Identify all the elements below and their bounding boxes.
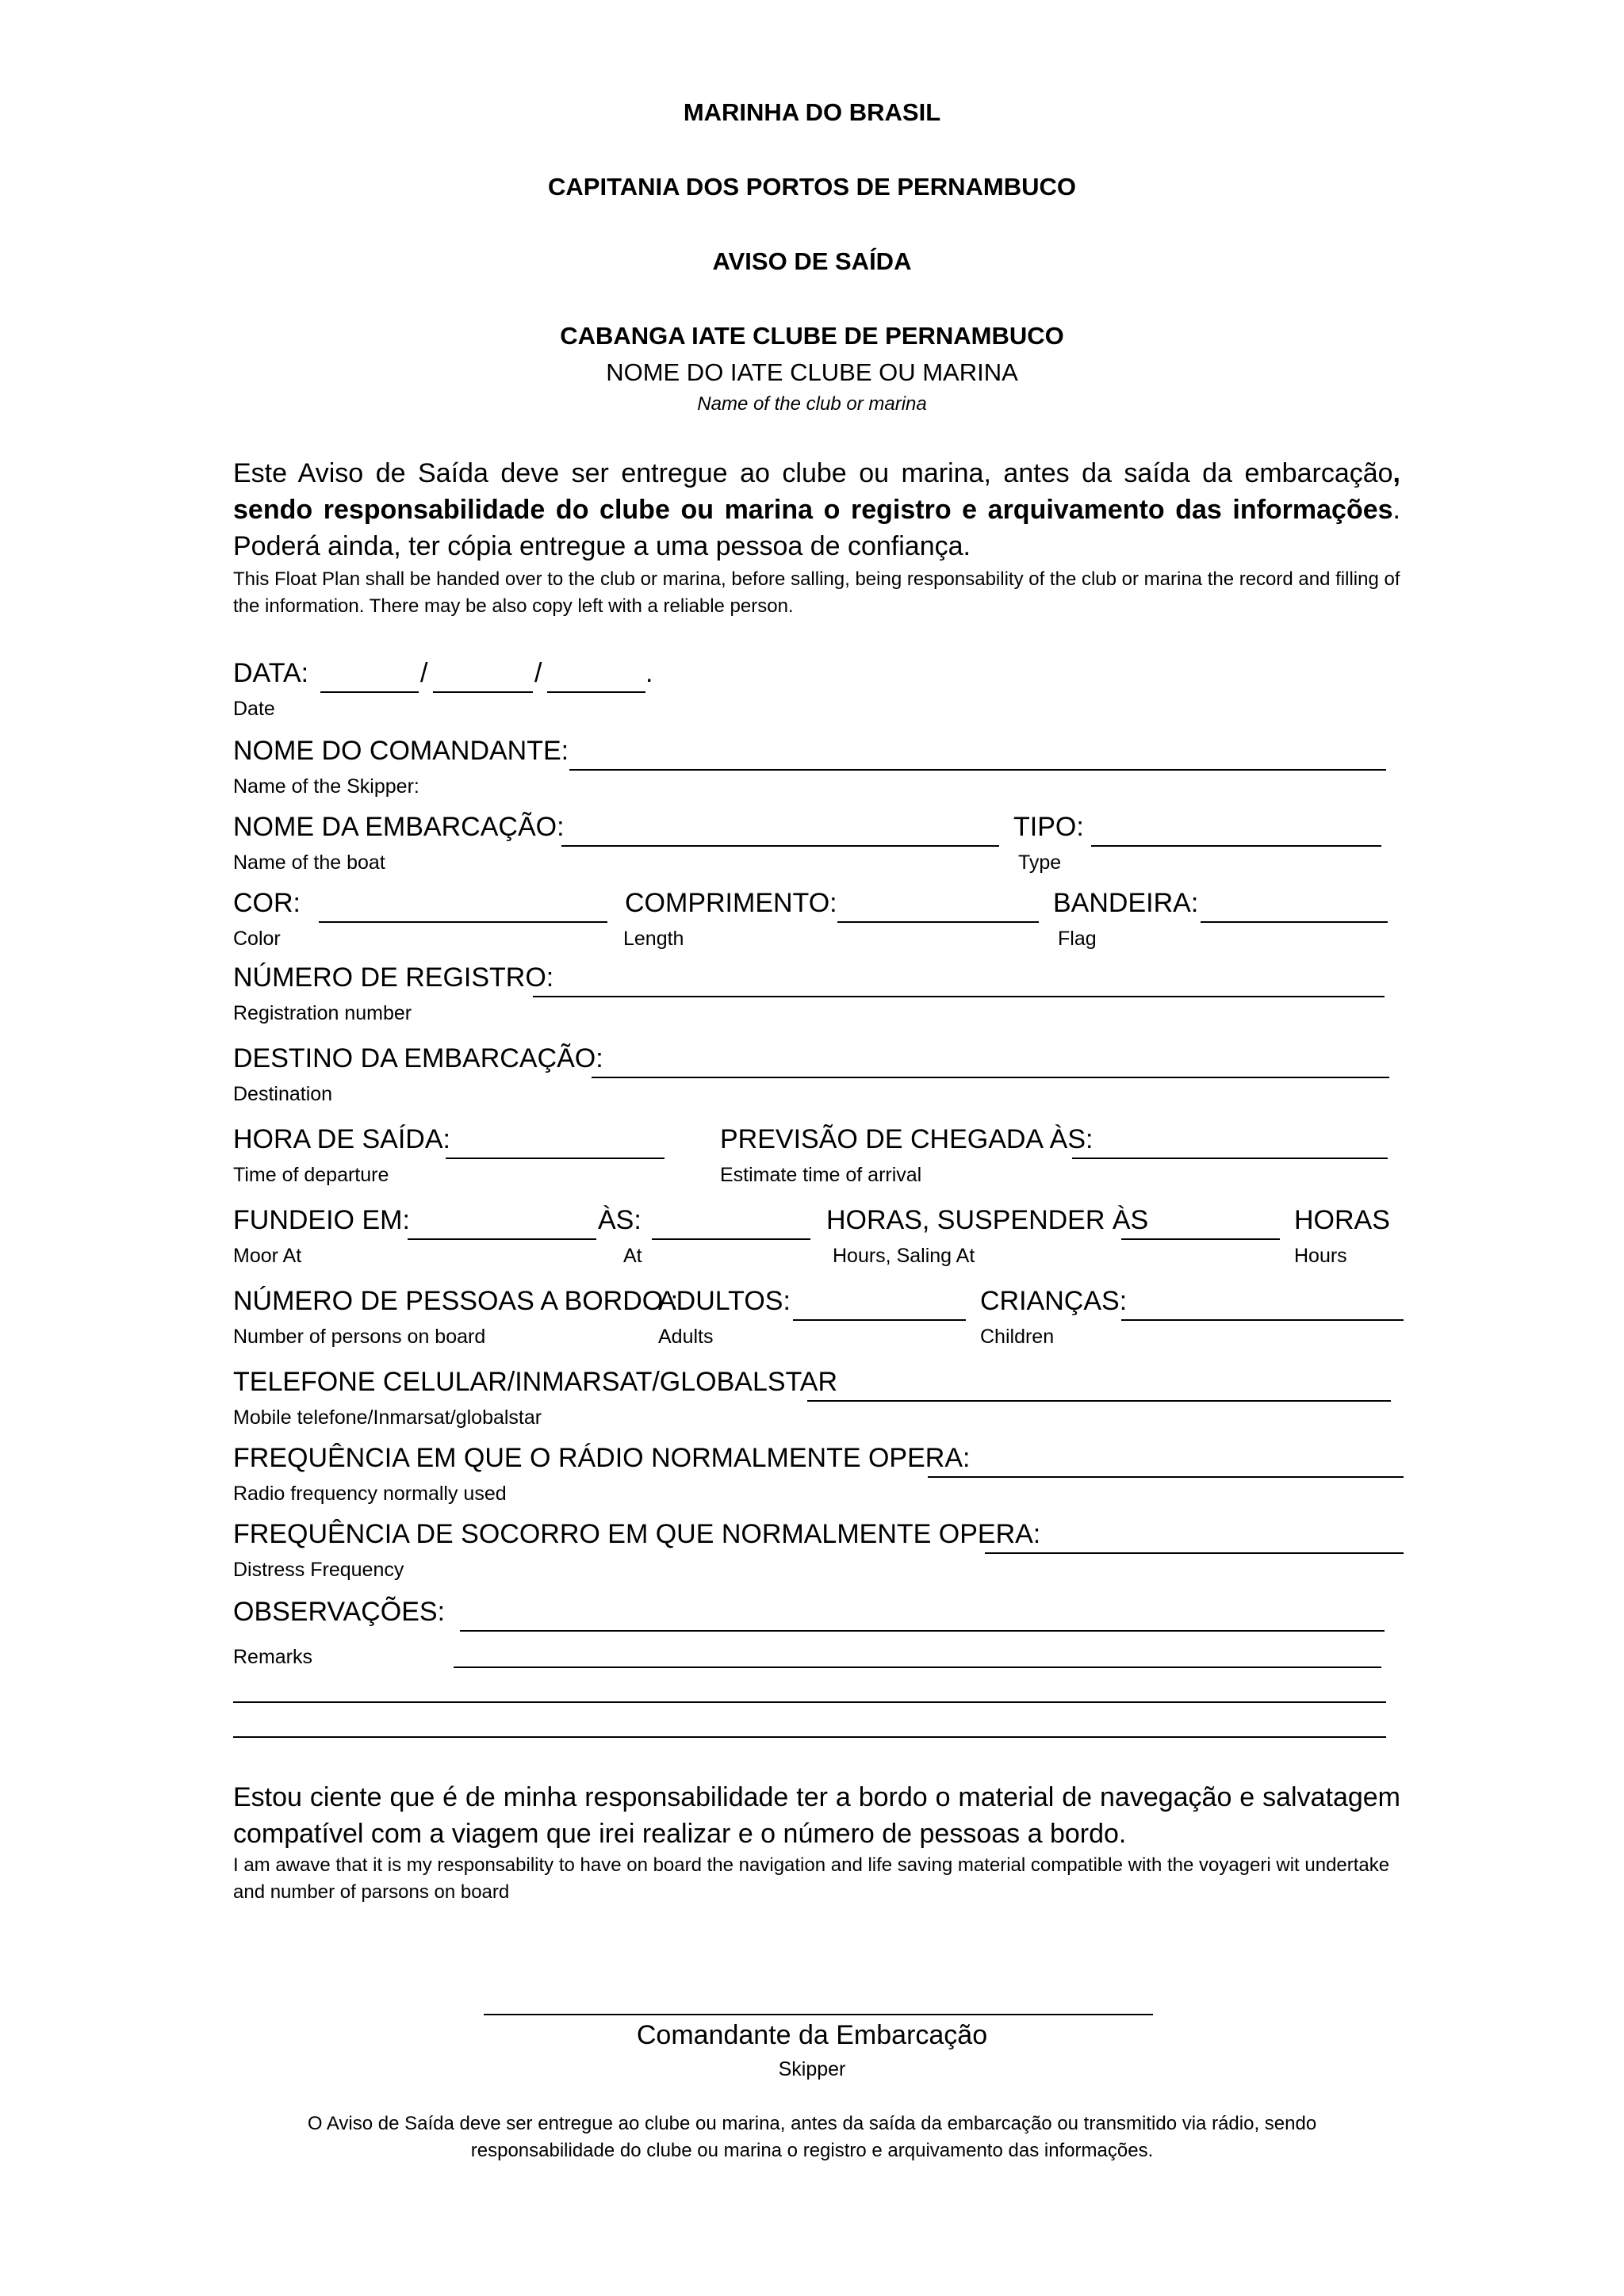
type-label-en: Type — [1018, 851, 1062, 874]
boat-line[interactable] — [561, 845, 999, 847]
club-label: NOME DO IATE CLUBE OU MARINA — [606, 358, 1018, 386]
intro-text-bold: , sendo responsabilidade do clube ou marina o registro e arquivamento das informações — [233, 458, 1400, 525]
intro-text-2: . Poderá ainda, ter cópia entregue a uma pessoa de confiança. — [233, 495, 1400, 561]
date-day-line[interactable] — [320, 691, 419, 693]
distress-line[interactable] — [985, 1552, 1404, 1554]
type-line[interactable] — [1091, 845, 1381, 847]
radio-label-en: Radio frequency normally used — [233, 1483, 507, 1505]
date-label-en: Date — [233, 698, 275, 720]
arrival-label: PREVISÃO DE CHEGADA ÀS: — [720, 1124, 1094, 1154]
departure-line[interactable] — [446, 1158, 665, 1159]
flag-label: BANDEIRA: — [1053, 888, 1199, 918]
remarks-line-1[interactable] — [460, 1630, 1385, 1632]
length-line[interactable] — [837, 921, 1039, 923]
at-line[interactable] — [652, 1238, 810, 1240]
date-sep-1: / — [420, 658, 428, 688]
intro-paragraph — [233, 455, 1400, 564]
hours-label-en: Hours — [1294, 1245, 1347, 1267]
date-label: DATA: — [233, 658, 309, 688]
departure-label-en: Time of departure — [233, 1164, 389, 1186]
persons-label: NÚMERO DE PESSOAS A BORDO : — [233, 1286, 679, 1316]
boat-label: NOME DA EMBARCAÇÃO: — [233, 812, 565, 842]
persons-label-en: Number of persons on board — [233, 1326, 486, 1348]
intro-english: This Float Plan shall be handed over to the club or marina, before salling, being responsability of the club or marina the record and filling of the information. There may be also copy left with a reliable person. — [233, 568, 1400, 617]
moor-line[interactable] — [408, 1238, 596, 1240]
date-month-line[interactable] — [433, 691, 533, 693]
children-label-en: Children — [980, 1326, 1055, 1348]
date-sep-2: / — [534, 658, 542, 688]
flag-label-en: Flag — [1058, 928, 1097, 950]
hours-label: HORAS — [1294, 1205, 1390, 1235]
signature-label-en: Skipper — [778, 2058, 846, 2080]
date-end: . — [645, 658, 653, 688]
boat-label-en: Name of the boat — [233, 851, 385, 874]
date-year-line[interactable] — [547, 691, 645, 693]
sail-label: HORAS, SUSPENDER ÀS — [826, 1205, 1149, 1235]
color-label: COR: — [233, 888, 301, 918]
children-label: CRIANÇAS: — [980, 1286, 1128, 1316]
declaration-english: I am awave that it is my responsability to have on board the navigation and life saving material compatible with the voyageri wit undertake and number of parsons on board — [233, 1854, 1390, 1903]
radio-line[interactable] — [928, 1476, 1404, 1478]
remarks-label: OBSERVAÇÕES: — [233, 1597, 446, 1627]
skipper-line[interactable] — [569, 769, 1386, 771]
adults-label: ADULTOS: — [658, 1286, 791, 1316]
departure-label: HORA DE SAÍDA: — [233, 1124, 450, 1154]
form-title: AVISO DE SAÍDA — [712, 247, 912, 275]
color-line[interactable] — [319, 921, 607, 923]
children-line[interactable] — [1121, 1319, 1404, 1321]
adults-line[interactable] — [793, 1319, 966, 1321]
arrival-label-en: Estimate time of arrival — [720, 1164, 922, 1186]
navy-heading: MARINHA DO BRASIL — [683, 98, 941, 126]
remarks-line-3[interactable] — [233, 1701, 1386, 1703]
skipper-label-en: Name of the Skipper: — [233, 775, 419, 798]
club-name: CABANGA IATE CLUBE DE PERNAMBUCO — [560, 322, 1064, 350]
length-label-en: Length — [623, 928, 684, 950]
moor-label: FUNDEIO EM: — [233, 1205, 410, 1235]
color-label-en: Color — [233, 928, 281, 950]
type-label: TIPO: — [1013, 812, 1084, 842]
at-label: ÀS: — [598, 1205, 642, 1235]
adults-label-en: Adults — [658, 1326, 714, 1348]
declaration-paragraph: Estou ciente que é de minha responsabilidade ter a bordo o material de navegação e salvatagem compatível com a viagem que irei realizar e o número de pessoas a bordo. — [233, 1782, 1400, 1849]
distress-label: FREQUÊNCIA DE SOCORRO EM QUE NORMALMENTE OPERA: — [233, 1519, 1041, 1549]
destination-label-en: Destination — [233, 1083, 333, 1105]
destination-label: DESTINO DA EMBARCAÇÃO: — [233, 1043, 603, 1073]
signature-label: Comandante da Embarcação — [636, 2020, 988, 2050]
phone-line[interactable] — [807, 1400, 1391, 1402]
signature-line[interactable] — [484, 2014, 1153, 2015]
phone-label: TELEFONE CELULAR/INMARSAT/GLOBALSTAR — [233, 1367, 838, 1397]
remarks-line-2[interactable] — [454, 1667, 1381, 1668]
at-label-en: At — [623, 1245, 642, 1267]
remarks-label-en: Remarks — [233, 1646, 313, 1668]
club-label-en: Name of the club or marina — [697, 393, 927, 415]
registration-label: NÚMERO DE REGISTRO: — [233, 962, 554, 993]
sail-line[interactable] — [1121, 1238, 1280, 1240]
destination-line[interactable] — [592, 1077, 1389, 1078]
arrival-line[interactable] — [1072, 1158, 1388, 1159]
footer-note: O Aviso de Saída deve ser entregue ao clube ou marina, antes da saída da embarcação ou transmitido via rádio, sendo responsabilidade do clube ou marina o registro e arquivamento das informações. — [307, 2113, 1317, 2161]
skipper-label: NOME DO COMANDANTE: — [233, 736, 569, 766]
registration-label-en: Registration number — [233, 1002, 412, 1024]
remarks-line-4[interactable] — [233, 1736, 1386, 1738]
registration-line[interactable] — [533, 996, 1385, 997]
capitania-heading: CAPITANIA DOS PORTOS DE PERNAMBUCO — [548, 173, 1076, 201]
phone-label-en: Mobile telefone/Inmarsat/globalstar — [233, 1406, 542, 1429]
intro-text-1: Este Aviso de Saída deve ser entregue ao clube ou marina, antes da saída da embarcação — [233, 458, 1393, 488]
length-label: COMPRIMENTO: — [625, 888, 837, 918]
flag-line[interactable] — [1201, 921, 1388, 923]
moor-label-en: Moor At — [233, 1245, 302, 1267]
distress-label-en: Distress Frequency — [233, 1559, 404, 1581]
sail-label-en: Hours, Saling At — [833, 1245, 975, 1267]
radio-label: FREQUÊNCIA EM QUE O RÁDIO NORMALMENTE OPERA: — [233, 1443, 971, 1473]
